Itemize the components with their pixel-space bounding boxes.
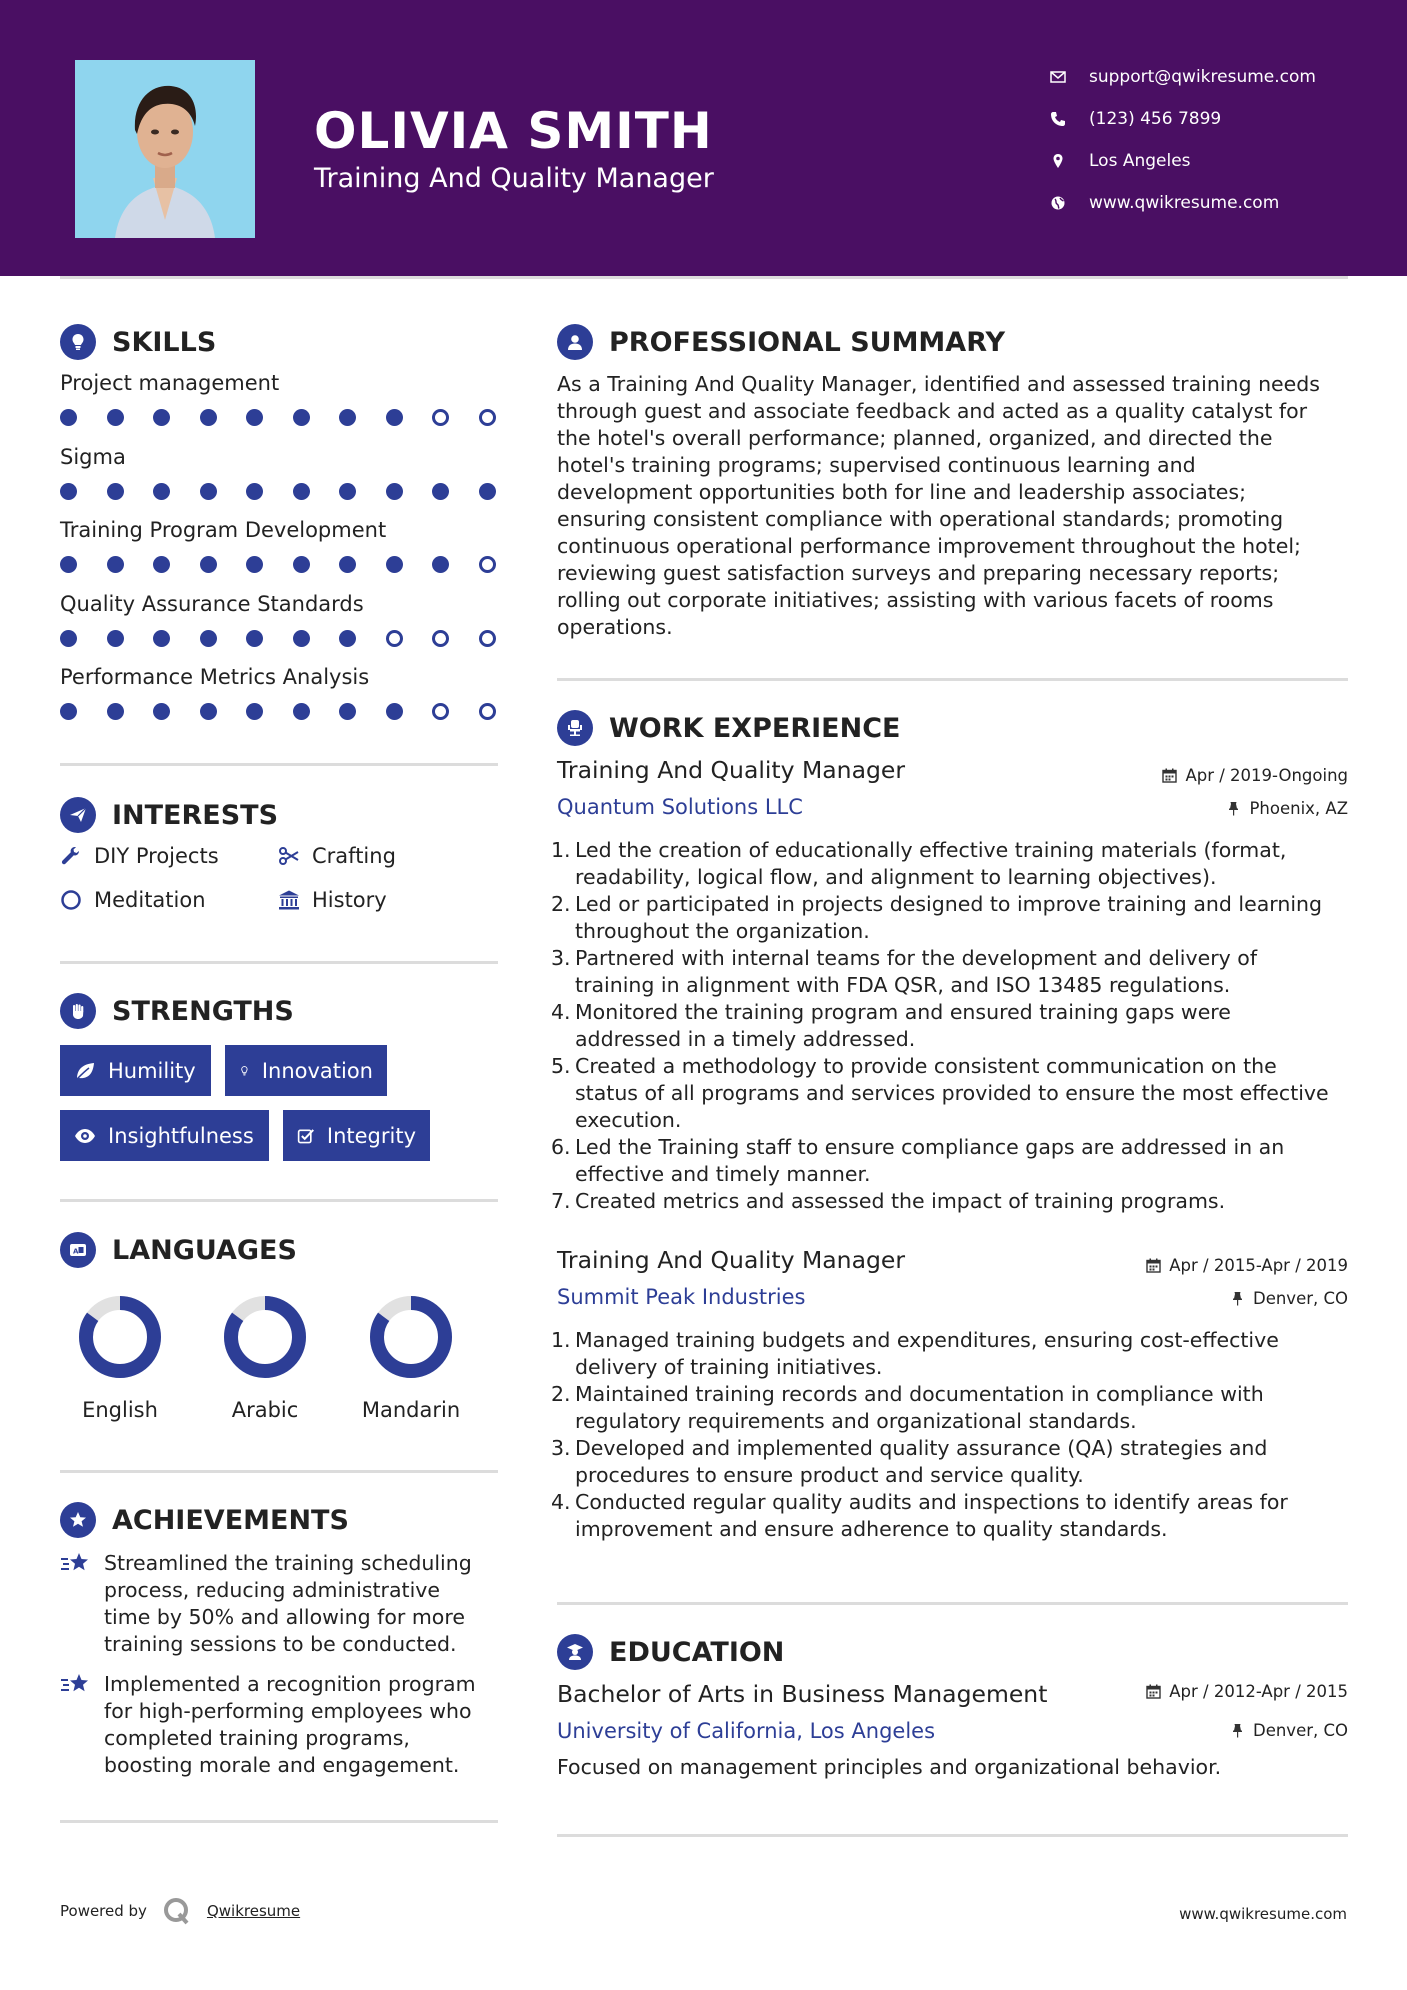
bullet-line: Developed and implemented quality assurance (QA) strategies and (575, 1436, 1268, 1460)
interest-label: Crafting (312, 844, 396, 868)
skill-rating (60, 483, 525, 500)
interest-crafting (278, 844, 396, 868)
education-heading-text: EDUCATION (609, 1636, 785, 1668)
pushpin-icon (1230, 1291, 1245, 1306)
rating-dot-filled (107, 703, 124, 720)
job-bullet (551, 1053, 1342, 1134)
bullet-number: 2. (551, 1382, 571, 1406)
achievement-line: boosting morale and engagement. (104, 1753, 460, 1777)
strengths-heading-text: STRENGTHS (112, 995, 294, 1027)
office-chair-icon (557, 710, 593, 746)
summary-line: continuous operational performance improvement throughout the hotel; (557, 534, 1301, 558)
rating-dot-filled (60, 409, 77, 426)
bullet-line: execution. (575, 1108, 682, 1132)
shooting-star-icon (60, 1550, 92, 1576)
bullet-line: Created metrics and assessed the impact of training programs. (575, 1189, 1226, 1213)
bullet-number: 1. (551, 838, 571, 862)
skills-heading-text: SKILLS (112, 326, 217, 358)
pushpin-icon (1226, 801, 1241, 816)
rating-dot-filled (60, 630, 77, 647)
achievement-item (60, 1550, 498, 1658)
bullet-text (569, 837, 1286, 891)
interest-label: Meditation (94, 888, 206, 912)
language-donut (77, 1294, 163, 1380)
bullet-line: readability, logical flow, and alignment to learning objectives). (575, 865, 1217, 889)
contact-email-text: support@qwikresume.com (1089, 67, 1316, 87)
rating-dot-filled (200, 409, 217, 426)
job-bullet (551, 837, 1342, 891)
achievement-line: process, reducing administrative (104, 1578, 441, 1602)
rating-dot-filled (107, 409, 124, 426)
rating-dot-filled (246, 630, 263, 647)
summary-heading (557, 324, 1005, 360)
rating-dot-empty (479, 556, 496, 573)
bullet-line: throughout the organization. (575, 919, 870, 943)
bullet-number: 2. (551, 892, 571, 916)
job-location (1230, 1289, 1348, 1308)
company-name: Summit Peak Industries (557, 1285, 806, 1309)
job-bullets (551, 1327, 1342, 1543)
rating-dot-filled (246, 409, 263, 426)
bullet-text (569, 1381, 1264, 1435)
language-item (65, 1294, 175, 1422)
language-name: Arabic (231, 1398, 299, 1422)
strengths-divider (60, 1199, 498, 1202)
summary-line: rolling out corporate initiatives; assisting with various facets of rooms (557, 588, 1274, 612)
interests-heading (60, 797, 278, 833)
checkbox-icon (297, 1125, 315, 1147)
rating-dot-filled (293, 556, 310, 573)
bullet-line: Led the Training staff to ensure compliance gaps are addressed in an (575, 1135, 1285, 1159)
bullet-line: status of all programs and services provided to ensure the most effective (575, 1081, 1329, 1105)
rating-dot-filled (386, 556, 403, 573)
rating-dot-filled (293, 703, 310, 720)
bullet-text (569, 999, 1231, 1053)
bullet-text (569, 945, 1257, 999)
strength-label: Insightfulness (108, 1123, 254, 1148)
bullet-number: 4. (551, 1490, 571, 1514)
strength-label: Integrity (326, 1123, 416, 1148)
rating-dot-filled (293, 409, 310, 426)
job-bullet (551, 1381, 1342, 1435)
rating-dot-filled (107, 483, 124, 500)
summary-line: As a Training And Quality Manager, identified and assessed training needs (557, 372, 1320, 396)
achievement-line: completed training programs, (104, 1726, 410, 1750)
bullet-line: regulatory requirements and organizational standards. (575, 1409, 1137, 1433)
bullet-line: training in alignment with FDA QSR, and ISO 13485 regulations. (575, 973, 1231, 997)
candidate-name: OLIVIA SMITH (314, 102, 713, 160)
bullet-line: Managed training budgets and expenditures, ensuring cost-effective (575, 1328, 1279, 1352)
svg-text:A: A (73, 1247, 79, 1256)
pushpin-icon (1230, 1723, 1245, 1738)
rating-dot-filled (60, 703, 77, 720)
bullet-line: Conducted regular quality audits and inspections to identify areas for (575, 1490, 1288, 1514)
education-dates-text: Apr / 2012-Apr / 2015 (1169, 1682, 1348, 1701)
job-bullets (551, 837, 1342, 1215)
fist-icon (60, 993, 96, 1029)
achievement-line: for high-performing employees who (104, 1699, 472, 1723)
summary-line: hotel's training programs; supervised continuous learning and (557, 453, 1196, 477)
achievements-divider (60, 1820, 498, 1823)
strength-integrity (283, 1110, 430, 1161)
bullet-number: 1. (551, 1328, 571, 1352)
rating-dot-filled (200, 556, 217, 573)
bullet-line: Led the creation of educationally effective training materials (format, (575, 838, 1287, 862)
header-divider (60, 276, 1348, 279)
achievement-item (60, 1671, 498, 1779)
language-item (356, 1294, 466, 1422)
education-heading (557, 1634, 784, 1670)
education-description: Focused on management principles and organizational behavior. (557, 1755, 1222, 1779)
interest-label: History (312, 888, 387, 912)
brand-link[interactable]: Qwikresume (206, 1902, 301, 1920)
bullet-text (569, 1327, 1279, 1381)
rating-dot-filled (339, 630, 356, 647)
education-dates (1146, 1682, 1348, 1701)
rating-dot-filled (200, 483, 217, 500)
rating-dot-empty (479, 409, 496, 426)
rating-dot-filled (107, 556, 124, 573)
language-item (210, 1294, 320, 1422)
job-bullet (551, 891, 1342, 945)
rating-dot-filled (153, 556, 170, 573)
job-dates-text: Apr / 2019-Ongoing (1185, 766, 1348, 785)
contact-location-text: Los Angeles (1089, 151, 1191, 171)
experience-divider (557, 1602, 1348, 1605)
contact-location (1050, 140, 1316, 182)
calendar-icon (1146, 1258, 1161, 1273)
job-location-text: Denver, CO (1252, 1289, 1348, 1308)
bullet-line: effective and timely manner. (575, 1162, 871, 1186)
rating-dot-filled (153, 703, 170, 720)
bullet-number: 5. (551, 1054, 571, 1078)
bullet-text (569, 1053, 1329, 1134)
languages-divider (60, 1470, 498, 1473)
calendar-icon (1146, 1684, 1161, 1699)
summary-text (557, 371, 1348, 641)
interest-diy-projects (60, 844, 219, 868)
skill-rating (60, 703, 525, 720)
rating-dot-filled (246, 703, 263, 720)
language-donut (368, 1294, 454, 1380)
rating-dot-filled (479, 483, 496, 500)
summary-divider (557, 678, 1348, 681)
profile-photo (75, 60, 255, 238)
job-dates-text: Apr / 2015-Apr / 2019 (1169, 1256, 1348, 1275)
job-bullet (551, 999, 1342, 1053)
bullet-line: Partnered with internal teams for the development and delivery of (575, 946, 1258, 970)
envelope-icon (1050, 69, 1066, 85)
job-dates (1162, 766, 1348, 785)
bullet-text (569, 891, 1322, 945)
skills-heading (60, 324, 216, 360)
rating-dot-filled (293, 630, 310, 647)
rating-dot-filled (339, 556, 356, 573)
bullet-text (569, 1188, 1225, 1215)
rating-dot-filled (153, 630, 170, 647)
bullet-number: 6. (551, 1135, 571, 1159)
language-donut (222, 1294, 308, 1380)
star-badge-icon (60, 1502, 96, 1538)
wrench-icon (60, 845, 82, 867)
interest-meditation (60, 888, 206, 912)
graduate-icon (557, 1634, 593, 1670)
bullet-text (569, 1435, 1267, 1489)
summary-line: operations. (557, 615, 673, 639)
strength-innovation (225, 1045, 387, 1096)
bullet-line: Led or participated in projects designed to improve training and learning (575, 892, 1323, 916)
bullet-line: procedures to ensure product and service quality. (575, 1463, 1084, 1487)
lightbulb-icon (60, 324, 96, 360)
school-name: University of California, Los Angeles (557, 1719, 936, 1743)
achievement-line: Implemented a recognition program (104, 1672, 476, 1696)
rating-dot-filled (293, 483, 310, 500)
summary-line: development opportunities both for line and leadership associates; (557, 480, 1247, 504)
resume-header (0, 0, 1407, 276)
strength-label: Innovation (261, 1058, 373, 1083)
rating-dot-empty (386, 630, 403, 647)
skill-rating (60, 556, 525, 573)
rating-dot-filled (432, 483, 449, 500)
qwikresume-logo-icon (161, 1895, 193, 1927)
bullet-line: addressed in a timely addressed. (575, 1027, 916, 1051)
bullet-text (569, 1489, 1288, 1543)
bullet-text (569, 1134, 1284, 1188)
summary-line: reviewing guest satisfaction surveys and preparing necessary reports; (557, 561, 1280, 585)
job-bullet (551, 1188, 1342, 1215)
skill-name: Sigma (60, 444, 126, 469)
skill-name: Training Program Development (60, 518, 387, 542)
job-bullet (551, 1489, 1342, 1543)
job-title: Training And Quality Manager (557, 756, 906, 784)
summary-line: ensuring consistent compliance with operational standards; promoting (557, 507, 1284, 531)
powered-by-text: Powered by (60, 1902, 147, 1920)
achievement-line: time by 50% and allowing for more (104, 1605, 465, 1629)
interests-heading-text: INTERESTS (112, 799, 279, 831)
contact-website[interactable] (1050, 182, 1316, 224)
rating-dot-filled (339, 409, 356, 426)
contact-website-text: www.qwikresume.com (1089, 193, 1280, 213)
rating-dot-filled (153, 483, 170, 500)
job-bullet (551, 945, 1342, 999)
rating-dot-filled (246, 483, 263, 500)
languages-heading-text: LANGUAGES (112, 1234, 297, 1266)
job-location (1226, 799, 1348, 818)
summary-line: through guest and associate feedback and acted as a quality catalyst for (557, 399, 1308, 423)
bullet-line: Maintained training records and documentation in compliance with (575, 1382, 1264, 1406)
strength-humility (60, 1045, 211, 1096)
rating-dot-filled (200, 703, 217, 720)
calendar-icon (1162, 768, 1177, 783)
rating-dot-filled (339, 703, 356, 720)
achievement-text (104, 1671, 476, 1779)
bullet-number: 3. (551, 1436, 571, 1460)
user-icon (557, 324, 593, 360)
strength-label: Humility (108, 1058, 196, 1083)
rating-dot-empty (432, 630, 449, 647)
education-location-text: Denver, CO (1252, 1721, 1348, 1740)
phone-icon (1050, 111, 1066, 127)
degree-title: Bachelor of Arts in Business Management (557, 1680, 1048, 1708)
skill-name: Project management (60, 371, 280, 395)
languages-heading (60, 1232, 297, 1268)
bullet-line: Monitored the training program and ensured training gaps were (575, 1000, 1231, 1024)
achievement-line: Streamlined the training scheduling (104, 1551, 472, 1575)
museum-icon (278, 889, 300, 911)
language-name: Mandarin (361, 1398, 461, 1422)
eye-icon (74, 1125, 96, 1147)
rating-dot-empty (479, 703, 496, 720)
paper-plane-icon (60, 797, 96, 833)
interest-history (278, 888, 387, 912)
rating-dot-filled (60, 556, 77, 573)
achievements-heading (60, 1502, 349, 1538)
rating-dot-filled (107, 630, 124, 647)
interests-divider (60, 961, 498, 964)
globe-icon (1050, 195, 1066, 211)
job-bullet (551, 1134, 1342, 1188)
experience-heading-text: WORK EXPERIENCE (609, 712, 901, 744)
rating-dot-empty (432, 409, 449, 426)
leaf-icon (74, 1060, 96, 1082)
achievement-line: training sessions to be conducted. (104, 1632, 457, 1656)
bullet-number: 3. (551, 946, 571, 970)
bullet-number: 7. (551, 1189, 571, 1213)
rating-dot-filled (386, 483, 403, 500)
rating-dot-filled (153, 409, 170, 426)
skill-name: Performance Metrics Analysis (60, 665, 370, 689)
candidate-title: Training And Quality Manager (314, 163, 714, 194)
language-name: English (82, 1398, 158, 1422)
education-location (1230, 1721, 1348, 1740)
scissors-icon (278, 845, 300, 867)
summary-line: the hotel's overall performance; planned, organized, and directed the (557, 426, 1273, 450)
rating-dot-filled (200, 630, 217, 647)
bullet-line: delivery of training initiatives. (575, 1355, 883, 1379)
summary-heading-text: PROFESSIONAL SUMMARY (609, 326, 1006, 358)
shooting-star-icon (60, 1671, 92, 1697)
bullet-line: improvement and ensure adherence to quality standards. (575, 1517, 1168, 1541)
experience-heading (557, 710, 900, 746)
bullet-number: 4. (551, 1000, 571, 1024)
job-bullet (551, 1435, 1342, 1489)
contact-email[interactable] (1050, 56, 1316, 98)
achievement-text (104, 1550, 472, 1658)
skill-name: Quality Assurance Standards (60, 591, 364, 616)
rating-dot-empty (432, 703, 449, 720)
skills-divider (60, 763, 498, 766)
strength-insightfulness (60, 1110, 269, 1161)
contact-list (1050, 56, 1316, 224)
job-bullet (551, 1327, 1342, 1381)
footer-website[interactable]: www.qwikresume.com (1179, 1905, 1347, 1923)
job-title: Training And Quality Manager (557, 1246, 906, 1274)
contact-phone-text: (123) 456 7899 (1089, 109, 1222, 129)
skill-rating (60, 409, 525, 426)
rating-dot-filled (386, 409, 403, 426)
interest-label: DIY Projects (94, 844, 219, 868)
rating-dot-empty (479, 630, 496, 647)
strengths-heading (60, 993, 294, 1029)
company-name: Quantum Solutions LLC (557, 795, 803, 819)
lightbulb-outline-icon (239, 1060, 250, 1082)
bullet-line: Created a methodology to provide consistent communication on the (575, 1054, 1277, 1078)
job-location-text: Phoenix, AZ (1249, 799, 1348, 818)
map-pin-icon (1050, 153, 1066, 169)
achievements-heading-text: ACHIEVEMENTS (112, 1504, 349, 1536)
rating-dot-filled (60, 483, 77, 500)
footer-branding (60, 1895, 300, 1927)
skill-rating (60, 630, 525, 647)
rating-dot-filled (246, 556, 263, 573)
contact-phone[interactable] (1050, 98, 1316, 140)
circle-icon (60, 889, 82, 911)
language-icon (60, 1232, 96, 1268)
job-dates (1146, 1256, 1348, 1275)
rating-dot-filled (339, 483, 356, 500)
rating-dot-filled (432, 556, 449, 573)
rating-dot-filled (386, 703, 403, 720)
education-divider (557, 1834, 1348, 1837)
